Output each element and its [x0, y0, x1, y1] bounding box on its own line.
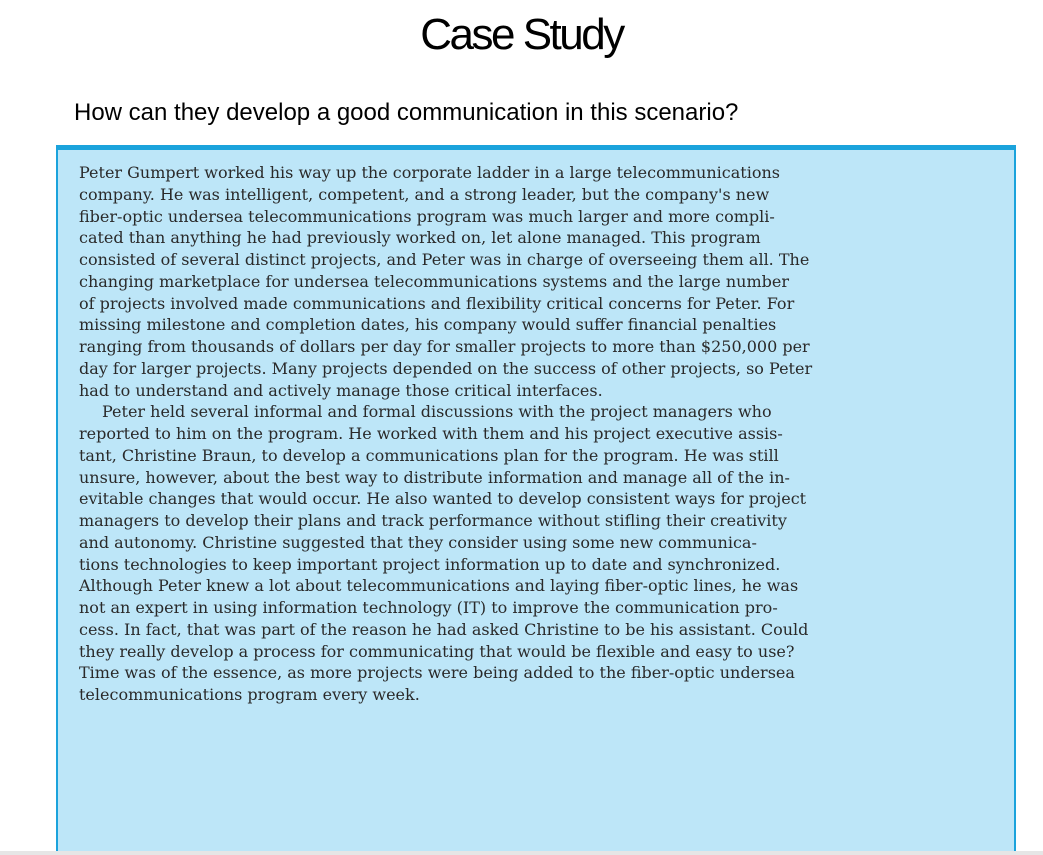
case-text-line: and autonomy. Christine suggested that they consider using some new communica-	[79, 532, 757, 552]
case-text-line: of projects involved made communications and flexibility critical concerns for Peter. For	[79, 293, 795, 313]
case-text-line: ranging from thousands of dollars per day for smaller projects to more than $250,000 per	[79, 337, 810, 356]
case-text-line: evitable changes that would occur. He also wanted to develop consistent ways for project	[79, 489, 807, 509]
slide-title: Case Study	[420, 10, 623, 59]
case-text-line: cess. In fact, that was part of the reason he had asked Christine to be his assistant. Could	[79, 619, 809, 639]
case-text-line: reported to him on the program. He worked with them and his project executive assis-	[79, 424, 783, 443]
case-study-textbox	[56, 145, 1016, 855]
case-text-line: day for larger projects. Many projects depended on the success of other projects, so Peter	[79, 358, 813, 378]
case-text-line: Although Peter knew a lot about telecommunications and laying fiber-optic lines, he was	[79, 576, 799, 596]
case-text-line: fiber-optic undersea telecommunications program was much larger and more compli-	[79, 206, 775, 226]
case-text-line: tant, Christine Braun, to develop a communications plan for the program. He was still	[79, 445, 779, 465]
bottom-divider	[0, 851, 1043, 855]
case-text-line: had to understand and actively manage those critical interfaces.	[79, 380, 603, 400]
case-text-line: not an expert in using information technology (IT) to improve the communication pro-	[79, 598, 778, 617]
case-text-line: Peter Gumpert worked his way up the corporate ladder in a large telecommunications	[79, 163, 780, 182]
case-text-line: Time was of the essence, as more projects were being added to the fiber-optic undersea	[79, 663, 795, 683]
case-text-line: managers to develop their plans and track performance without stifling their creativity	[79, 511, 787, 530]
discussion-question: How can they develop a good communication in this scenario?	[74, 99, 739, 126]
case-text-line: Peter held several informal and formal discussions with the project managers who	[102, 402, 772, 422]
case-text-line: company. He was intelligent, competent, and a strong leader, but the company's new	[79, 184, 770, 204]
case-text-line: missing milestone and completion dates, his company would suffer financial penalties	[79, 315, 777, 335]
case-paragraph-1	[79, 162, 1014, 401]
case-paragraph-2	[79, 401, 1014, 706]
case-text-line: changing marketplace for undersea telecommunications systems and the large number	[79, 271, 789, 291]
case-text-line: consisted of several distinct projects, and Peter was in charge of overseeing them all. The	[79, 250, 810, 269]
case-text-line: cated than anything he had previously worked on, let alone managed. This program	[79, 228, 761, 248]
case-text-line: tions technologies to keep important project information up to date and synchronized.	[79, 554, 781, 574]
case-text-line: telecommunications program every week.	[79, 685, 420, 704]
case-text-line: they really develop a process for communicating that would be flexible and easy to use?	[79, 641, 795, 661]
case-text-line: unsure, however, about the best way to distribute information and manage all of the in-	[79, 467, 790, 487]
